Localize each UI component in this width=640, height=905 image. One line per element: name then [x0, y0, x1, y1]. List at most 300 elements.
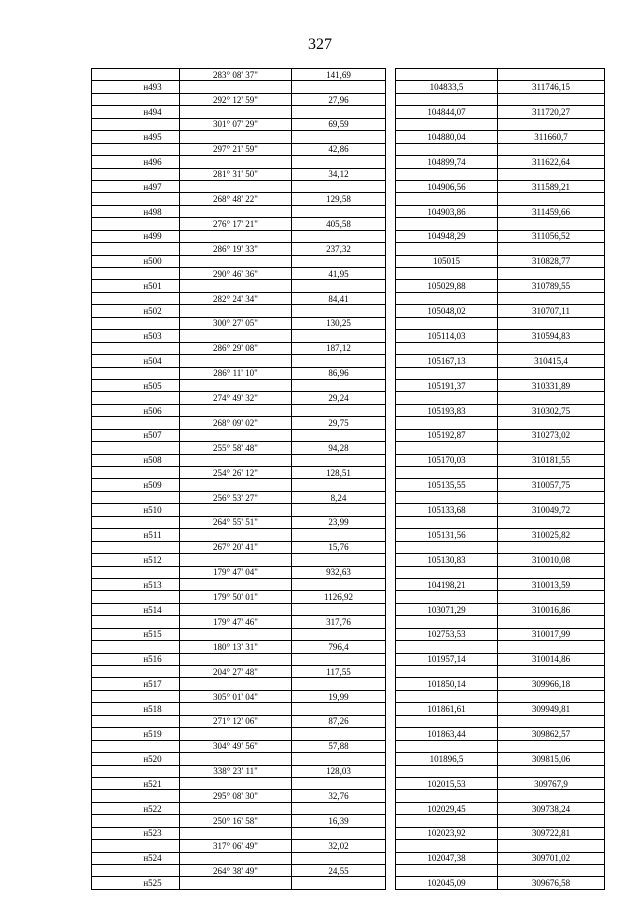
- x-coordinate-cell: [396, 541, 498, 553]
- column-gap: [386, 516, 396, 528]
- x-coordinate-cell: [396, 715, 498, 727]
- x-coordinate-cell: 105048,02: [396, 305, 498, 317]
- y-coordinate-cell: 311622,64: [498, 156, 605, 168]
- bearing-cell: [180, 678, 292, 690]
- point-name-cell: н498: [92, 205, 180, 217]
- y-coordinate-cell: [498, 143, 605, 155]
- table-row: [92, 877, 605, 889]
- y-coordinate-cell: 309738,24: [498, 802, 605, 814]
- distance-cell: [292, 280, 386, 292]
- column-gap: [386, 666, 396, 678]
- distance-cell: 796,4: [292, 641, 386, 653]
- column-gap: [386, 156, 396, 168]
- y-coordinate-cell: 309676,58: [498, 877, 605, 889]
- y-coordinate-cell: 309966,18: [498, 678, 605, 690]
- bearing-cell: 264° 38' 49": [180, 865, 292, 877]
- y-coordinate-cell: 311589,21: [498, 180, 605, 192]
- bearing-cell: 282° 24' 34": [180, 292, 292, 304]
- bearing-cell: 317° 06' 49": [180, 840, 292, 852]
- column-gap: [386, 641, 396, 653]
- bearing-cell: [180, 180, 292, 192]
- bearing-cell: [180, 653, 292, 665]
- table-row: [92, 578, 605, 590]
- point-name-cell: [92, 93, 180, 105]
- table-row: [92, 765, 605, 777]
- x-coordinate-cell: [396, 442, 498, 454]
- x-coordinate-cell: 105130,83: [396, 554, 498, 566]
- point-name-cell: н512: [92, 554, 180, 566]
- y-coordinate-cell: 310273,02: [498, 429, 605, 441]
- bearing-cell: [180, 429, 292, 441]
- point-name-cell: [92, 367, 180, 379]
- table-row: [92, 417, 605, 429]
- bearing-cell: [180, 603, 292, 615]
- x-coordinate-cell: [396, 392, 498, 404]
- distance-cell: 23,99: [292, 516, 386, 528]
- point-name-cell: н496: [92, 156, 180, 168]
- column-gap: [386, 852, 396, 864]
- distance-cell: [292, 330, 386, 342]
- distance-cell: [292, 703, 386, 715]
- column-gap: [386, 355, 396, 367]
- column-gap: [386, 205, 396, 217]
- column-gap: [386, 342, 396, 354]
- point-name-cell: н505: [92, 379, 180, 391]
- bearing-cell: [180, 280, 292, 292]
- distance-cell: [292, 777, 386, 789]
- x-coordinate-cell: [396, 591, 498, 603]
- column-gap: [386, 554, 396, 566]
- bearing-cell: 304° 49' 56": [180, 740, 292, 752]
- x-coordinate-cell: 104948,29: [396, 230, 498, 242]
- column-gap: [386, 740, 396, 752]
- y-coordinate-cell: [498, 442, 605, 454]
- table-row: [92, 218, 605, 230]
- x-coordinate-cell: 105135,55: [396, 479, 498, 491]
- bearing-cell: 267° 20' 41": [180, 541, 292, 553]
- column-gap: [386, 330, 396, 342]
- column-gap: [386, 218, 396, 230]
- table-row: [92, 342, 605, 354]
- column-gap: [386, 479, 396, 491]
- x-coordinate-cell: [396, 342, 498, 354]
- x-coordinate-cell: 104906,56: [396, 180, 498, 192]
- table-row: [92, 529, 605, 541]
- y-coordinate-cell: [498, 268, 605, 280]
- x-coordinate-cell: 102029,45: [396, 802, 498, 814]
- x-coordinate-cell: 101850,14: [396, 678, 498, 690]
- x-coordinate-cell: [396, 815, 498, 827]
- distance-cell: 84,41: [292, 292, 386, 304]
- y-coordinate-cell: [498, 790, 605, 802]
- x-coordinate-cell: [396, 566, 498, 578]
- point-name-cell: н497: [92, 180, 180, 192]
- distance-cell: [292, 852, 386, 864]
- x-coordinate-cell: 102753,53: [396, 628, 498, 640]
- point-name-cell: н500: [92, 255, 180, 267]
- table-row: [92, 467, 605, 479]
- bearing-cell: [180, 877, 292, 889]
- column-gap: [386, 827, 396, 839]
- table-row: [92, 815, 605, 827]
- distance-cell: 15,76: [292, 541, 386, 553]
- x-coordinate-cell: 104844,07: [396, 106, 498, 118]
- y-coordinate-cell: 311459,66: [498, 205, 605, 217]
- distance-cell: 87,26: [292, 715, 386, 727]
- bearing-cell: 179° 47' 46": [180, 616, 292, 628]
- distance-cell: [292, 454, 386, 466]
- point-name-cell: [92, 292, 180, 304]
- column-gap: [386, 529, 396, 541]
- point-name-cell: н508: [92, 454, 180, 466]
- table-row: [92, 852, 605, 864]
- table-row: [92, 753, 605, 765]
- table-row: [92, 118, 605, 130]
- y-coordinate-cell: 310331,89: [498, 379, 605, 391]
- distance-cell: 32,76: [292, 790, 386, 802]
- bearing-cell: 338° 23' 11": [180, 765, 292, 777]
- y-coordinate-cell: 310594,83: [498, 330, 605, 342]
- column-gap: [386, 491, 396, 503]
- distance-cell: 34,12: [292, 168, 386, 180]
- distance-cell: [292, 106, 386, 118]
- column-gap: [386, 728, 396, 740]
- table-row: [92, 81, 605, 93]
- distance-cell: [292, 802, 386, 814]
- bearing-cell: [180, 205, 292, 217]
- bearing-cell: 255° 58' 48": [180, 442, 292, 454]
- table-row: [92, 168, 605, 180]
- x-coordinate-cell: 102047,38: [396, 852, 498, 864]
- distance-cell: 405,58: [292, 218, 386, 230]
- table-row: [92, 616, 605, 628]
- bearing-cell: 297° 21' 59": [180, 143, 292, 155]
- bearing-cell: [180, 529, 292, 541]
- x-coordinate-cell: 101896,5: [396, 753, 498, 765]
- point-name-cell: [92, 516, 180, 528]
- distance-cell: 29,24: [292, 392, 386, 404]
- y-coordinate-cell: 310057,75: [498, 479, 605, 491]
- distance-cell: 237,32: [292, 243, 386, 255]
- table-row: [92, 367, 605, 379]
- column-gap: [386, 541, 396, 553]
- point-name-cell: [92, 491, 180, 503]
- table-row: [92, 504, 605, 516]
- table-row: [92, 715, 605, 727]
- point-name-cell: [92, 541, 180, 553]
- column-gap: [386, 653, 396, 665]
- y-coordinate-cell: [498, 342, 605, 354]
- distance-cell: [292, 578, 386, 590]
- table-row: [92, 566, 605, 578]
- distance-cell: 141,69: [292, 69, 386, 81]
- x-coordinate-cell: [396, 690, 498, 702]
- distance-cell: 32,02: [292, 840, 386, 852]
- column-gap: [386, 678, 396, 690]
- column-gap: [386, 566, 396, 578]
- bearing-cell: 268° 09' 02": [180, 417, 292, 429]
- column-gap: [386, 765, 396, 777]
- table-row: [92, 193, 605, 205]
- x-coordinate-cell: [396, 168, 498, 180]
- point-name-cell: [92, 442, 180, 454]
- y-coordinate-cell: [498, 740, 605, 752]
- bearing-cell: [180, 479, 292, 491]
- point-name-cell: н523: [92, 827, 180, 839]
- x-coordinate-cell: [396, 143, 498, 155]
- table-row: [92, 442, 605, 454]
- column-gap: [386, 578, 396, 590]
- table-row: [92, 690, 605, 702]
- table-row: [92, 678, 605, 690]
- y-coordinate-cell: 310302,75: [498, 404, 605, 416]
- bearing-cell: [180, 404, 292, 416]
- distance-cell: 19,99: [292, 690, 386, 702]
- column-gap: [386, 815, 396, 827]
- bearing-cell: 256° 53' 27": [180, 491, 292, 503]
- y-coordinate-cell: [498, 292, 605, 304]
- distance-cell: [292, 753, 386, 765]
- x-coordinate-cell: 105133,68: [396, 504, 498, 516]
- point-name-cell: [92, 740, 180, 752]
- y-coordinate-cell: [498, 516, 605, 528]
- distance-cell: 41,95: [292, 268, 386, 280]
- y-coordinate-cell: [498, 168, 605, 180]
- table-row: [92, 790, 605, 802]
- y-coordinate-cell: 310014,86: [498, 653, 605, 665]
- bearing-cell: 276° 17' 21": [180, 218, 292, 230]
- distance-cell: [292, 429, 386, 441]
- column-gap: [386, 504, 396, 516]
- bearing-cell: 300° 27' 05": [180, 317, 292, 329]
- point-name-cell: [92, 218, 180, 230]
- y-coordinate-cell: [498, 765, 605, 777]
- table-row: [92, 802, 605, 814]
- bearing-cell: 254° 26' 12": [180, 467, 292, 479]
- point-name-cell: [92, 118, 180, 130]
- bearing-cell: 286° 29' 08": [180, 342, 292, 354]
- table-row: [92, 479, 605, 491]
- table-row: [92, 106, 605, 118]
- y-coordinate-cell: [498, 193, 605, 205]
- table-row: [92, 143, 605, 155]
- point-name-cell: [92, 417, 180, 429]
- table-row: [92, 740, 605, 752]
- x-coordinate-cell: 104903,86: [396, 205, 498, 217]
- column-gap: [386, 715, 396, 727]
- point-name-cell: [92, 765, 180, 777]
- y-coordinate-cell: [498, 666, 605, 678]
- distance-cell: 42,86: [292, 143, 386, 155]
- bearing-cell: [180, 554, 292, 566]
- bearing-cell: 180° 13' 31": [180, 641, 292, 653]
- table-row: [92, 777, 605, 789]
- y-coordinate-cell: 310415,4: [498, 355, 605, 367]
- x-coordinate-cell: [396, 666, 498, 678]
- bearing-cell: 292° 12' 59": [180, 93, 292, 105]
- point-name-cell: н514: [92, 603, 180, 615]
- x-coordinate-cell: 105029,88: [396, 280, 498, 292]
- x-coordinate-cell: [396, 317, 498, 329]
- column-gap: [386, 255, 396, 267]
- point-name-cell: н524: [92, 852, 180, 864]
- distance-cell: [292, 156, 386, 168]
- column-gap: [386, 404, 396, 416]
- distance-cell: [292, 205, 386, 217]
- bearing-cell: 250° 16' 58": [180, 815, 292, 827]
- table-row: [92, 865, 605, 877]
- y-coordinate-cell: [498, 541, 605, 553]
- bearing-cell: [180, 230, 292, 242]
- point-name-cell: н501: [92, 280, 180, 292]
- y-coordinate-cell: 310789,55: [498, 280, 605, 292]
- table-row: [92, 131, 605, 143]
- column-gap: [386, 417, 396, 429]
- y-coordinate-cell: [498, 69, 605, 81]
- column-gap: [386, 143, 396, 155]
- column-gap: [386, 305, 396, 317]
- x-coordinate-cell: 105191,37: [396, 379, 498, 391]
- point-name-cell: н504: [92, 355, 180, 367]
- x-coordinate-cell: 104880,04: [396, 131, 498, 143]
- bearing-cell: [180, 454, 292, 466]
- distance-cell: 69,59: [292, 118, 386, 130]
- bearing-cell: [180, 106, 292, 118]
- point-name-cell: н516: [92, 653, 180, 665]
- y-coordinate-cell: [498, 218, 605, 230]
- x-coordinate-cell: 104198,21: [396, 578, 498, 590]
- table-row: [92, 628, 605, 640]
- bearing-cell: 271° 12' 06": [180, 715, 292, 727]
- table-row: [92, 355, 605, 367]
- distance-cell: [292, 379, 386, 391]
- distance-cell: [292, 827, 386, 839]
- distance-cell: [292, 877, 386, 889]
- x-coordinate-cell: [396, 69, 498, 81]
- bearing-cell: 274° 49' 32": [180, 392, 292, 404]
- table-row: [92, 255, 605, 267]
- y-coordinate-cell: 310707,11: [498, 305, 605, 317]
- y-coordinate-cell: [498, 317, 605, 329]
- distance-cell: [292, 131, 386, 143]
- table-row: [92, 180, 605, 192]
- bearing-cell: [180, 753, 292, 765]
- table-row: [92, 454, 605, 466]
- bearing-cell: [180, 728, 292, 740]
- column-gap: [386, 131, 396, 143]
- y-coordinate-cell: 309949,81: [498, 703, 605, 715]
- x-coordinate-cell: 104899,74: [396, 156, 498, 168]
- point-name-cell: н493: [92, 81, 180, 93]
- distance-cell: [292, 728, 386, 740]
- table-row: [92, 541, 605, 553]
- distance-cell: [292, 180, 386, 192]
- x-coordinate-cell: [396, 765, 498, 777]
- y-coordinate-cell: [498, 491, 605, 503]
- point-name-cell: [92, 243, 180, 255]
- distance-cell: [292, 255, 386, 267]
- bearing-cell: 179° 50' 01": [180, 591, 292, 603]
- column-gap: [386, 392, 396, 404]
- point-name-cell: [92, 865, 180, 877]
- distance-cell: [292, 305, 386, 317]
- table-row: [92, 317, 605, 329]
- bearing-cell: 179° 47' 04": [180, 566, 292, 578]
- x-coordinate-cell: [396, 193, 498, 205]
- point-name-cell: н510: [92, 504, 180, 516]
- bearing-cell: [180, 330, 292, 342]
- y-coordinate-cell: 311720,27: [498, 106, 605, 118]
- bearing-cell: [180, 703, 292, 715]
- column-gap: [386, 93, 396, 105]
- column-gap: [386, 168, 396, 180]
- table-row: [92, 591, 605, 603]
- bearing-cell: [180, 81, 292, 93]
- x-coordinate-cell: 101861,61: [396, 703, 498, 715]
- distance-cell: 57,88: [292, 740, 386, 752]
- y-coordinate-cell: [498, 616, 605, 628]
- distance-cell: 128,03: [292, 765, 386, 777]
- column-gap: [386, 877, 396, 889]
- table-row: [92, 666, 605, 678]
- table-row: [92, 404, 605, 416]
- bearing-cell: [180, 255, 292, 267]
- x-coordinate-cell: 105131,56: [396, 529, 498, 541]
- y-coordinate-cell: [498, 690, 605, 702]
- point-name-cell: [92, 69, 180, 81]
- y-coordinate-cell: 309767,9: [498, 777, 605, 789]
- column-gap: [386, 106, 396, 118]
- y-coordinate-cell: [498, 392, 605, 404]
- y-coordinate-cell: [498, 641, 605, 653]
- y-coordinate-cell: 310010,08: [498, 554, 605, 566]
- x-coordinate-cell: [396, 516, 498, 528]
- point-name-cell: н515: [92, 628, 180, 640]
- y-coordinate-cell: 311746,15: [498, 81, 605, 93]
- distance-cell: [292, 628, 386, 640]
- distance-cell: 29,75: [292, 417, 386, 429]
- distance-cell: [292, 404, 386, 416]
- y-coordinate-cell: 309815,06: [498, 753, 605, 765]
- point-name-cell: [92, 392, 180, 404]
- column-gap: [386, 118, 396, 130]
- y-coordinate-cell: [498, 566, 605, 578]
- x-coordinate-cell: [396, 790, 498, 802]
- point-name-cell: [92, 591, 180, 603]
- point-name-cell: [92, 317, 180, 329]
- y-coordinate-cell: 311660,7: [498, 131, 605, 143]
- bearing-cell: 290° 46' 36": [180, 268, 292, 280]
- x-coordinate-cell: [396, 865, 498, 877]
- distance-cell: [292, 504, 386, 516]
- x-coordinate-cell: 105167,13: [396, 355, 498, 367]
- x-coordinate-cell: [396, 641, 498, 653]
- point-name-cell: [92, 690, 180, 702]
- x-coordinate-cell: [396, 243, 498, 255]
- distance-cell: 130,25: [292, 317, 386, 329]
- table-row: [92, 429, 605, 441]
- bearing-cell: [180, 305, 292, 317]
- column-gap: [386, 802, 396, 814]
- point-name-cell: н506: [92, 404, 180, 416]
- table-row: [92, 392, 605, 404]
- point-name-cell: н509: [92, 479, 180, 491]
- bearing-cell: [180, 777, 292, 789]
- point-name-cell: н525: [92, 877, 180, 889]
- x-coordinate-cell: [396, 292, 498, 304]
- table-row: [92, 379, 605, 391]
- x-coordinate-cell: 105015: [396, 255, 498, 267]
